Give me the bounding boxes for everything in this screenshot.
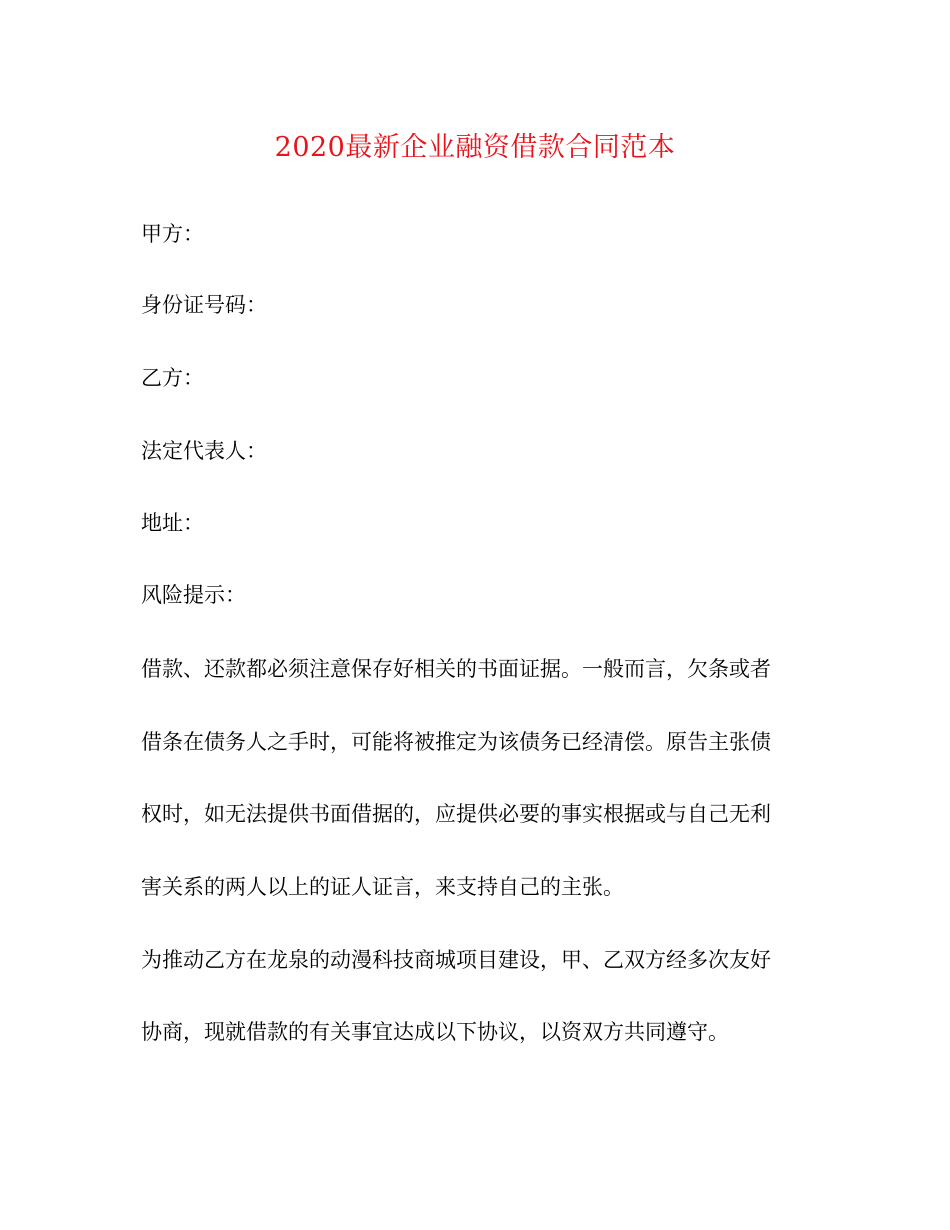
risk-paragraph-line: 权时，如无法提供书面借据的，应提供必要的事实根据或与自己无利 [141, 802, 771, 826]
party-b-label: 乙方： [141, 366, 204, 390]
agreement-paragraph-line: 为推动乙方在龙泉的动漫科技商城项目建设，甲、乙双方经多次友好 [141, 948, 771, 972]
id-number-label: 身份证号码： [141, 293, 267, 317]
risk-paragraph-line: 借条在债务人之手时，可能将被推定为该债务已经清偿。原告主张债 [141, 730, 771, 754]
agreement-paragraph-line: 协商，现就借款的有关事宜达成以下协议，以资双方共同遵守。 [141, 1020, 729, 1044]
address-label: 地址： [141, 511, 204, 535]
risk-paragraph-line: 害关系的两人以上的证人证言，来支持自己的主张。 [141, 875, 624, 899]
risk-notice-label: 风险提示： [141, 583, 246, 607]
document-title: 2020最新企业融资借款合同范本 [274, 132, 676, 163]
risk-paragraph-line: 借款、还款都必须注意保存好相关的书面证据。一般而言，欠条或者 [141, 657, 771, 681]
party-a-label: 甲方： [141, 222, 204, 246]
legal-representative-label: 法定代表人： [141, 439, 267, 463]
